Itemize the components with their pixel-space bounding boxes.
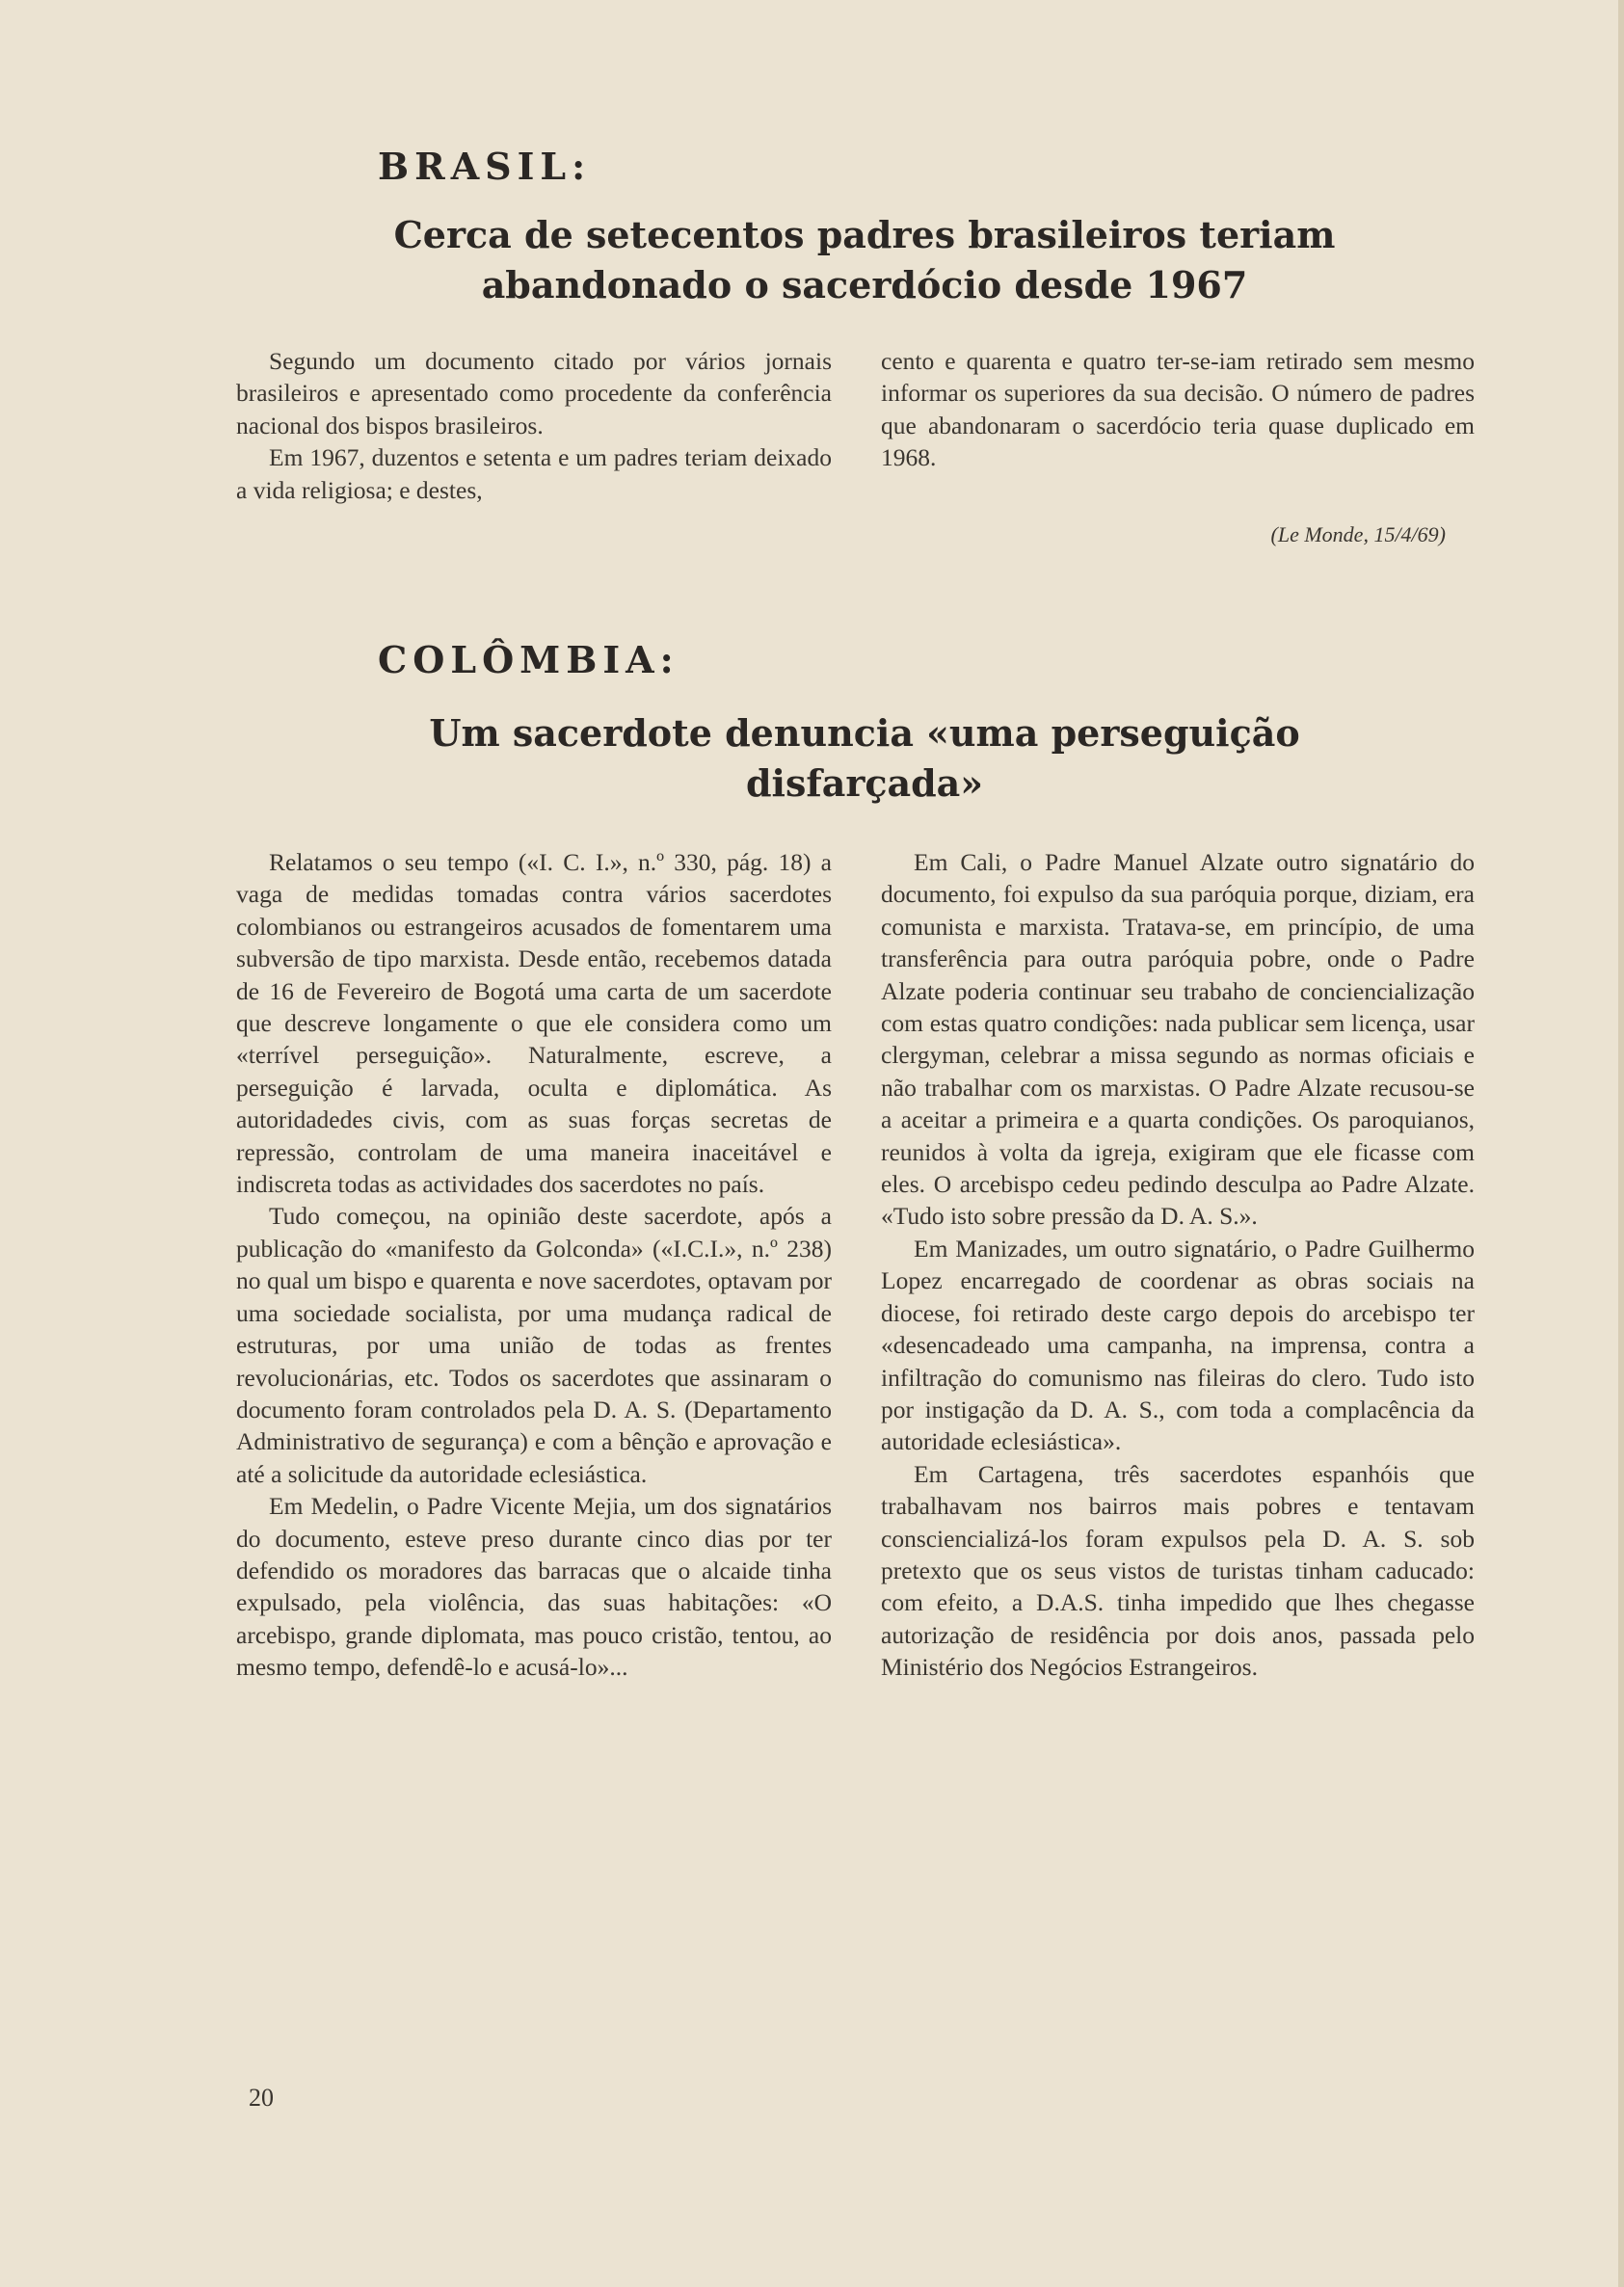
paragraph: Segundo um documento citado por vários jornais brasileiros e apresentado como procedente da conferência nacional dos bispos brasileiros. [236, 347, 832, 439]
paragraph: Em 1967, duzentos e setenta e um padres teriam deixado a vida religiosa; e destes, [236, 443, 832, 504]
section-label-brasil: BRASIL: [378, 145, 592, 188]
colombia-right-column [881, 846, 1475, 1684]
paragraph: Tudo começou, na opinião deste sacerdote, após a publicação do «manifesto da Golconda» («I.C.I.», n.º 238) no qual um bispo e quarenta e nove sacerdotes, optavam por uma sociedade socialista, por uma mudança radical de estruturas, por uma união de todas as frentes revolucionárias, etc. Todos os sacerdotes que assinaram o documento foram controlados pela D. A. S. (Departamento Administrativo de segurança) e com a bênção e aprovação e até a solicitude da autoridade eclesiástica. [236, 1202, 832, 1488]
section-label-colombia: COLÔMBIA: [378, 638, 679, 681]
paragraph: Em Manizades, um outro signatário, o Padre Guilhermo Lopez encarregado de coordenar as obras sociais na diocese, foi retirado deste cargo depois do arcebispo ter «desencadeado uma campanha, na imprensa, contra a infiltração do comunismo nas fileiras do clero. Tudo isto por instigação da D. A. S., com toda a complacência da autoridade eclesiástica». [881, 1234, 1475, 1456]
page-number: 20 [249, 2084, 274, 2112]
page-edge [1618, 0, 1624, 2287]
colombia-left-column [236, 846, 832, 1684]
paragraph: Relatamos o seu tempo («I. C. I.», n.º 330, pág. 18) a vaga de medidas tomadas contra vários sacerdotes colombianos ou estrangeiros acusados de fomentarem uma subversão de tipo marxista. Desde então, recebemos datada de 16 de Fevereiro de Bogotá uma carta de um sacerdote que descreve longamente o que ele considera como um «terrível perseguição». Naturalmente, escreve, a perseguição é larvada, oculta e diplomática. As autoridadedes civis, com as suas forças secretas de repressão, controlam de uma maneira inaceitável e indiscreta todas as actividades dos sacerdotes no país. [236, 848, 832, 1199]
source-citation: (Le Monde, 15/4/69) [1270, 522, 1446, 546]
paragraph: Em Cali, o Padre Manuel Alzate outro signatário do documento, foi expulso da sua paróquia porque, diziam, era comunista e marxista. Tratava-se, em princípio, de uma transferência para outra paróquia pobre, onde o Padre Alzate poderia continuar seu trabaho de conciencialização com estas quatro condições: nada publicar sem licença, usar clergyman, celebrar a missa segundo as normas oficiais e não trabalhar com os marxistas. O Padre Alzate recusou-se a aceitar a primeira e a quarta condições. Os paroquianos, reunidos à volta da igreja, exigiram que ele ficasse com eles. O arcebispo cedeu pedindo desculpa ao Padre Alzate. «Tudo isto sobre pressão da D. A. S.». [881, 848, 1475, 1231]
paragraph: cento e quarenta e quatro ter-se-iam retirado sem mesmo informar os superiores da sua decisão. O número de padres que abandonaram o sacerdócio teria quase duplicado em 1968. [881, 347, 1475, 472]
headline-brasil: Cerca de setecentos padres brasileiros teriam abandonado o sacerdócio desde 1967 [393, 213, 1336, 306]
brasil-right-column [881, 345, 1475, 474]
paragraph: Em Medelin, o Padre Vicente Mejia, um dos signatários do documento, esteve preso durante cinco dias por ter defendido os moradores das barracas que o alcaide tinha expulsado, pela violência, das suas habitações: «O arcebispo, grande diplomata, mas pouco cristão, tentou, ao mesmo tempo, defendê-lo e acusá-lo»... [236, 1492, 832, 1682]
brasil-left-column [236, 345, 832, 506]
paragraph: Em Cartagena, três sacerdotes espanhóis que trabalhavam nos bairros mais pobres e tentavam consciencializá-los foram expulsos pela D. A. S. sob pretexto que os seus vistos de turistas tinham caducado: com efeito, a D.A.S. tinha impedido que lhes chegasse autorização de residência por dois anos, passada pelo Ministério dos Negócios Estrangeiros. [881, 1459, 1475, 1682]
headline-colombia: Um sacerdote denuncia «uma perseguição disfarçada» [429, 711, 1300, 805]
